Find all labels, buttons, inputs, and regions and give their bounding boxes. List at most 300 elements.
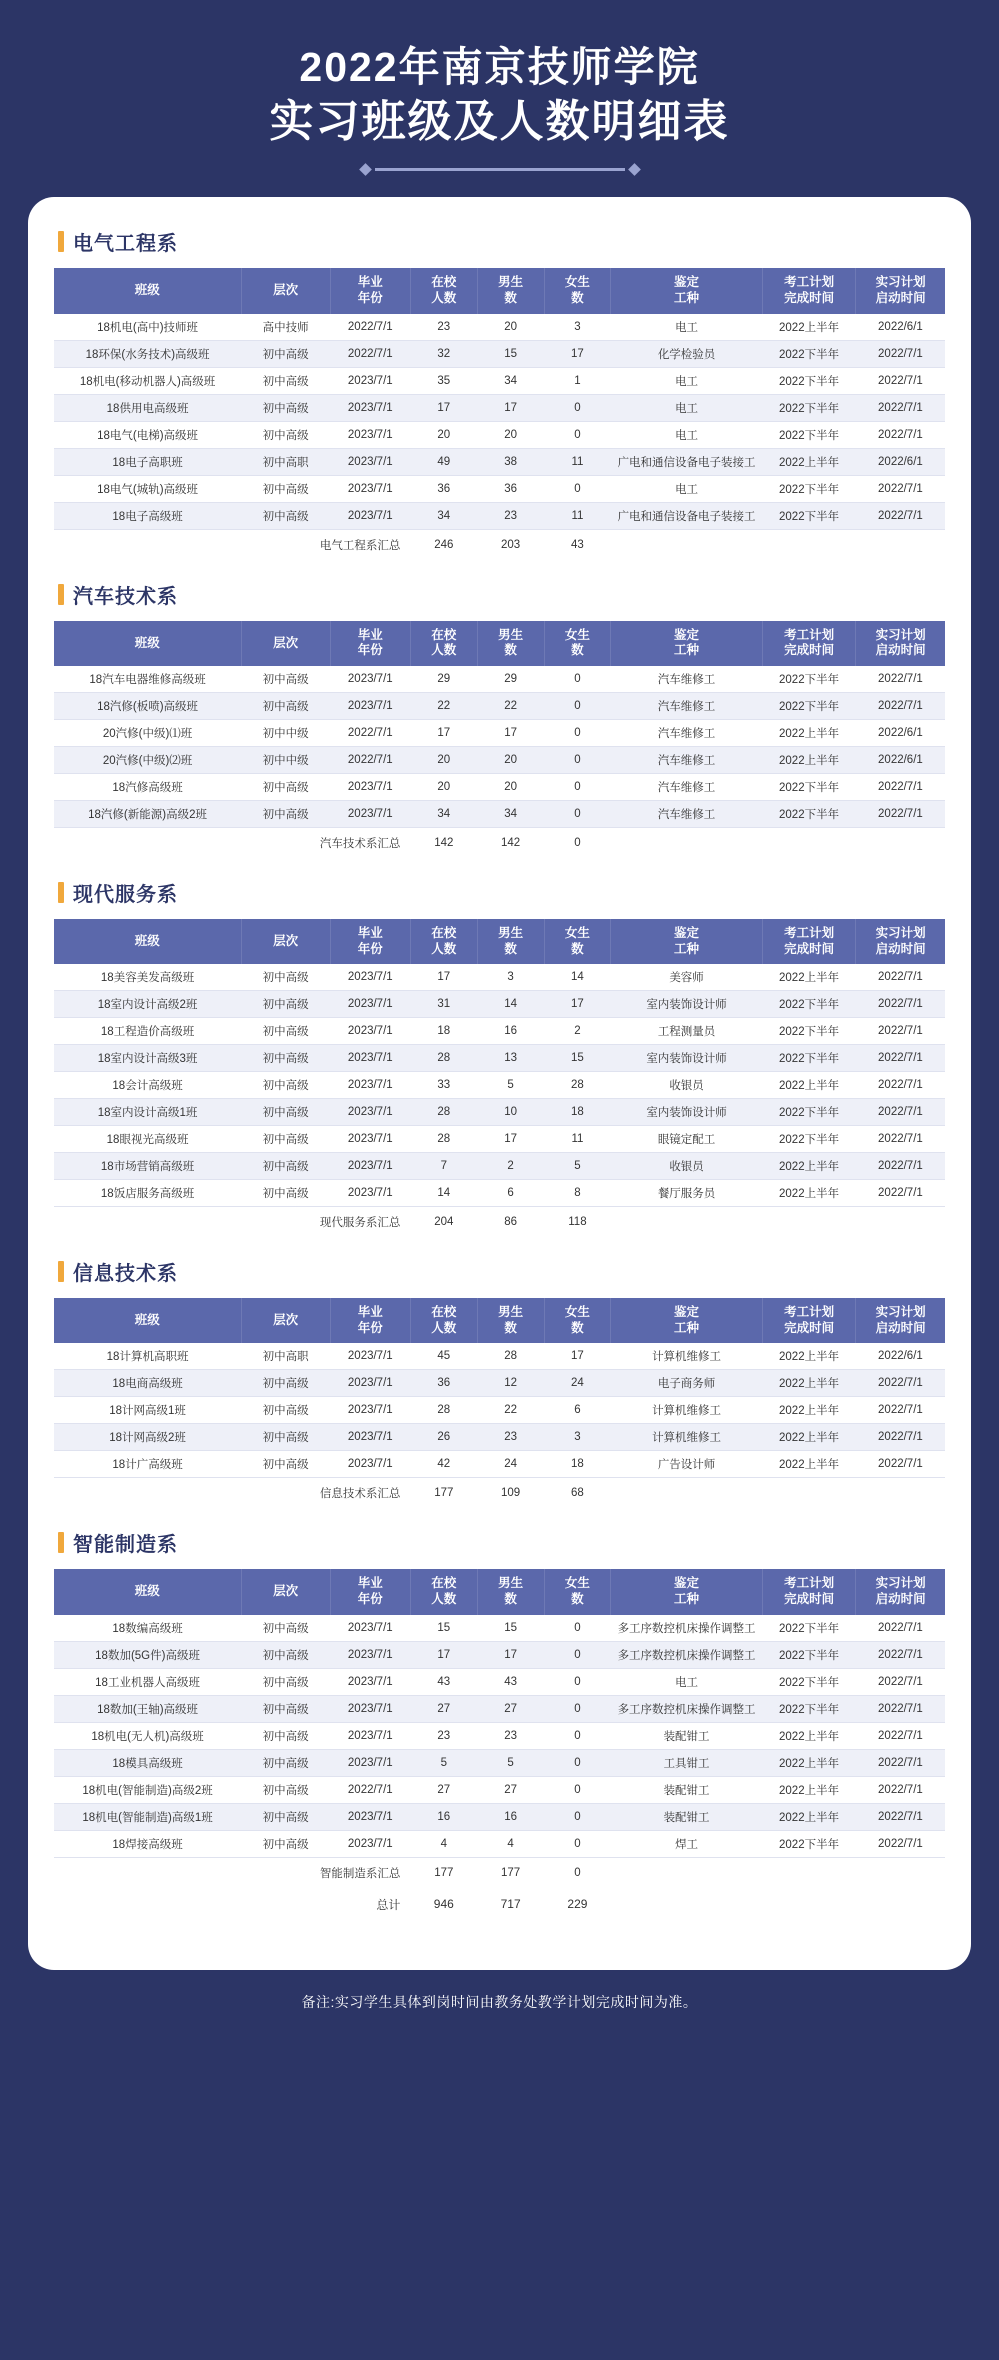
col-header-male-line2: 数	[504, 643, 517, 658]
cell-grad-year: 2023/7/1	[330, 1126, 410, 1153]
subtotal-row	[54, 1857, 945, 1886]
table-row	[54, 1018, 945, 1045]
col-header-exam-plan-line1: 考工计划	[784, 627, 835, 642]
cell-class: 18汽修(板喷)高级班	[54, 692, 241, 719]
cell-exam-plan: 2022上半年	[762, 1803, 856, 1830]
col-header-enrolled-line2: 人数	[431, 1320, 457, 1335]
col-header-exam-plan-line1: 考工计划	[784, 1305, 835, 1320]
cell-exam-plan: 2022下半年	[762, 367, 856, 394]
grand-total-label: 总计	[54, 1886, 410, 1918]
cell-class: 18会计高级班	[54, 1072, 241, 1099]
cell-enrolled: 4	[410, 1830, 477, 1857]
cell-female: 5	[544, 1153, 611, 1180]
cell-exam-plan: 2022下半年	[762, 394, 856, 421]
cell-class: 18电气(电梯)高级班	[54, 421, 241, 448]
cell-level: 初中高职	[241, 1343, 330, 1370]
grand-total-female: 229	[544, 1886, 611, 1918]
cell-grad-year: 2023/7/1	[330, 1641, 410, 1668]
cell-enrolled: 18	[410, 1018, 477, 1045]
col-header-level-line1: 层次	[273, 1584, 299, 1599]
cell-trade: 广电和通信设备电子装接工	[611, 502, 762, 529]
cell-grad-year: 2023/7/1	[330, 1749, 410, 1776]
col-header-exam-plan-line2: 完成时间	[784, 1320, 835, 1335]
subtotal-label: 现代服务系汇总	[54, 1207, 410, 1236]
cell-male: 12	[477, 1370, 544, 1397]
subtotal-label: 信息技术系汇总	[54, 1478, 410, 1507]
col-header-class-line1: 班级	[134, 933, 160, 948]
cell-start-plan: 2022/7/1	[856, 394, 945, 421]
cell-level: 初中高级	[241, 1803, 330, 1830]
cell-male: 22	[477, 1397, 544, 1424]
cell-enrolled: 43	[410, 1668, 477, 1695]
table-row	[54, 448, 945, 475]
cell-class: 18电商高级班	[54, 1370, 241, 1397]
cell-grad-year: 2022/7/1	[330, 1776, 410, 1803]
cell-male: 15	[477, 340, 544, 367]
col-header-male-line2: 数	[504, 1320, 517, 1335]
col-header-class-line1: 班级	[134, 283, 160, 298]
col-header-female-line1: 女生	[564, 925, 590, 940]
cell-start-plan: 2022/7/1	[856, 1641, 945, 1668]
col-header-start-plan-line2: 启动时间	[875, 291, 926, 306]
cell-grad-year: 2023/7/1	[330, 1695, 410, 1722]
department-table	[54, 268, 945, 557]
col-header-start-plan-line2: 启动时间	[875, 1320, 926, 1335]
section-title	[58, 878, 945, 907]
cell-class: 18机电(无人机)高级班	[54, 1722, 241, 1749]
cell-trade: 电工	[611, 421, 762, 448]
col-header-exam-plan	[762, 1569, 856, 1614]
cell-exam-plan: 2022下半年	[762, 1641, 856, 1668]
section	[54, 878, 945, 1235]
cell-start-plan: 2022/6/1	[856, 719, 945, 746]
cell-enrolled: 27	[410, 1695, 477, 1722]
cell-female: 1	[544, 367, 611, 394]
section-title	[58, 1528, 945, 1557]
cell-trade: 汽车维修工	[611, 692, 762, 719]
cell-male: 3	[477, 964, 544, 991]
cell-level: 初中高级	[241, 394, 330, 421]
table-row	[54, 340, 945, 367]
cell-trade: 装配钳工	[611, 1722, 762, 1749]
subtotal-row	[54, 1478, 945, 1507]
grand-total-row	[54, 1886, 945, 1918]
cell-level: 初中中级	[241, 719, 330, 746]
table-row	[54, 1776, 945, 1803]
col-header-trade-line2: 工种	[674, 941, 700, 956]
cell-female: 3	[544, 1424, 611, 1451]
cell-grad-year: 2023/7/1	[330, 666, 410, 693]
cell-start-plan: 2022/7/1	[856, 1045, 945, 1072]
cell-level: 初中高级	[241, 340, 330, 367]
col-header-start-plan	[856, 268, 945, 313]
page-title-line1: 2022年南京技师学院	[299, 44, 700, 90]
cell-class: 20汽修(中级)⑵班	[54, 746, 241, 773]
section-title	[58, 227, 945, 256]
subtotal-empty	[611, 1207, 762, 1236]
cell-level: 初中高级	[241, 1641, 330, 1668]
cell-enrolled: 16	[410, 1803, 477, 1830]
cell-start-plan: 2022/7/1	[856, 1776, 945, 1803]
cell-class: 18汽车电器维修高级班	[54, 666, 241, 693]
cell-trade: 餐厅服务员	[611, 1180, 762, 1207]
col-header-class-line1: 班级	[134, 635, 160, 650]
cell-grad-year: 2023/7/1	[330, 421, 410, 448]
cell-start-plan: 2022/7/1	[856, 800, 945, 827]
cell-start-plan: 2022/7/1	[856, 1370, 945, 1397]
cell-exam-plan: 2022上半年	[762, 1153, 856, 1180]
col-header-grad-year-line1: 毕业	[357, 925, 383, 940]
cell-male: 23	[477, 502, 544, 529]
cell-level: 初中高级	[241, 1072, 330, 1099]
cell-exam-plan: 2022下半年	[762, 800, 856, 827]
cell-trade: 电工	[611, 367, 762, 394]
table-row	[54, 367, 945, 394]
cell-female: 11	[544, 502, 611, 529]
cell-trade: 电工	[611, 1668, 762, 1695]
subtotal-female: 43	[544, 529, 611, 558]
col-header-trade-line2: 工种	[674, 291, 700, 306]
subtotal-enrolled: 246	[410, 529, 477, 558]
col-header-trade-line1: 鉴定	[674, 1305, 700, 1320]
table-row	[54, 1045, 945, 1072]
cell-male: 34	[477, 800, 544, 827]
table-row	[54, 1803, 945, 1830]
cell-enrolled: 32	[410, 340, 477, 367]
col-header-male	[477, 1569, 544, 1614]
cell-grad-year: 2023/7/1	[330, 692, 410, 719]
cell-start-plan: 2022/7/1	[856, 964, 945, 991]
cell-level: 初中高级	[241, 1668, 330, 1695]
cell-female: 24	[544, 1370, 611, 1397]
col-header-enrolled-line2: 人数	[431, 291, 457, 306]
subtotal-row	[54, 529, 945, 558]
cell-trade: 多工序数控机床操作调整工	[611, 1695, 762, 1722]
table-header-row	[54, 621, 945, 666]
cell-grad-year: 2023/7/1	[330, 1803, 410, 1830]
cell-male: 24	[477, 1451, 544, 1478]
cell-trade: 汽车维修工	[611, 800, 762, 827]
subtotal-empty	[856, 827, 945, 856]
cell-class: 18工业机器人高级班	[54, 1668, 241, 1695]
table-header-row	[54, 1569, 945, 1614]
col-header-grad-year	[330, 621, 410, 666]
table-row	[54, 314, 945, 341]
subtotal-empty	[856, 1478, 945, 1507]
cell-female: 0	[544, 394, 611, 421]
cell-trade: 计算机维修工	[611, 1424, 762, 1451]
subtotal-empty	[762, 1207, 856, 1236]
cell-exam-plan: 2022下半年	[762, 1045, 856, 1072]
cell-trade: 计算机维修工	[611, 1397, 762, 1424]
subtotal-male: 86	[477, 1207, 544, 1236]
cell-class: 18眼视光高级班	[54, 1126, 241, 1153]
section	[54, 1257, 945, 1506]
cell-start-plan: 2022/7/1	[856, 666, 945, 693]
cell-exam-plan: 2022上半年	[762, 314, 856, 341]
cell-level: 初中高级	[241, 1749, 330, 1776]
cell-male: 28	[477, 1343, 544, 1370]
col-header-level-line1: 层次	[273, 635, 299, 650]
col-header-trade-line2: 工种	[674, 1320, 700, 1335]
col-header-level	[241, 1569, 330, 1614]
cell-enrolled: 20	[410, 421, 477, 448]
cell-enrolled: 20	[410, 746, 477, 773]
col-header-start-plan-line1: 实习计划	[875, 925, 926, 940]
col-header-grad-year-line2: 年份	[357, 941, 383, 956]
cell-class: 18电气(城轨)高级班	[54, 475, 241, 502]
cell-level: 初中高级	[241, 1776, 330, 1803]
cell-level: 初中高级	[241, 1830, 330, 1857]
table-row	[54, 1722, 945, 1749]
cell-female: 0	[544, 1641, 611, 1668]
col-header-start-plan	[856, 1569, 945, 1614]
cell-trade: 工具钳工	[611, 1749, 762, 1776]
cell-exam-plan: 2022上半年	[762, 1776, 856, 1803]
cell-level: 初中高级	[241, 666, 330, 693]
subtotal-enrolled: 177	[410, 1478, 477, 1507]
cell-level: 初中高级	[241, 1722, 330, 1749]
cell-female: 0	[544, 1668, 611, 1695]
cell-enrolled: 20	[410, 773, 477, 800]
col-header-grad-year-line1: 毕业	[357, 1305, 383, 1320]
col-header-male-line2: 数	[504, 291, 517, 306]
col-header-start-plan	[856, 919, 945, 964]
table-row	[54, 1180, 945, 1207]
cell-exam-plan: 2022下半年	[762, 502, 856, 529]
cell-male: 23	[477, 1424, 544, 1451]
col-header-male	[477, 1298, 544, 1343]
table-row	[54, 800, 945, 827]
cell-grad-year: 2023/7/1	[330, 1018, 410, 1045]
col-header-female-line2: 数	[571, 941, 584, 956]
section	[54, 227, 945, 557]
col-header-trade	[611, 1569, 762, 1614]
cell-trade: 多工序数控机床操作调整工	[611, 1641, 762, 1668]
col-header-female	[544, 621, 611, 666]
cell-exam-plan: 2022下半年	[762, 1615, 856, 1642]
cell-level: 初中高级	[241, 1424, 330, 1451]
table-row	[54, 1615, 945, 1642]
cell-exam-plan: 2022上半年	[762, 1072, 856, 1099]
col-header-enrolled-line1: 在校	[431, 1576, 457, 1591]
col-header-grad-year-line2: 年份	[357, 643, 383, 658]
grand-total-enrolled: 946	[410, 1886, 477, 1918]
cell-start-plan: 2022/7/1	[856, 1397, 945, 1424]
col-header-grad-year-line2: 年份	[357, 291, 383, 306]
cell-grad-year: 2023/7/1	[330, 1343, 410, 1370]
col-header-female-line1: 女生	[564, 1305, 590, 1320]
subtotal-row	[54, 1207, 945, 1236]
col-header-female-line2: 数	[571, 643, 584, 658]
cell-exam-plan: 2022下半年	[762, 773, 856, 800]
cell-enrolled: 28	[410, 1099, 477, 1126]
cell-female: 11	[544, 1126, 611, 1153]
col-header-exam-plan-line2: 完成时间	[784, 291, 835, 306]
cell-level: 初中高级	[241, 475, 330, 502]
cell-level: 高中技师	[241, 314, 330, 341]
col-header-level-line1: 层次	[273, 1313, 299, 1327]
col-header-class	[54, 1569, 241, 1614]
section	[54, 1528, 945, 1917]
section-title	[58, 1257, 945, 1286]
subtotal-enrolled: 177	[410, 1857, 477, 1886]
cell-trade: 收银员	[611, 1072, 762, 1099]
cell-exam-plan: 2022下半年	[762, 692, 856, 719]
cell-start-plan: 2022/7/1	[856, 421, 945, 448]
cell-trade: 电工	[611, 314, 762, 341]
cell-start-plan: 2022/7/1	[856, 1615, 945, 1642]
section-title-label: 现代服务系	[73, 883, 178, 906]
cell-start-plan: 2022/7/1	[856, 1722, 945, 1749]
cell-enrolled: 34	[410, 502, 477, 529]
cell-class: 18数编高级班	[54, 1615, 241, 1642]
table-row	[54, 964, 945, 991]
cell-grad-year: 2023/7/1	[330, 1099, 410, 1126]
cell-enrolled: 45	[410, 1343, 477, 1370]
cell-start-plan: 2022/6/1	[856, 1343, 945, 1370]
cell-trade: 工程测量员	[611, 1018, 762, 1045]
subtotal-female: 118	[544, 1207, 611, 1236]
table-row	[54, 692, 945, 719]
cell-male: 5	[477, 1749, 544, 1776]
section-accent-bar	[58, 1261, 64, 1282]
cell-male: 38	[477, 448, 544, 475]
cell-grad-year: 2023/7/1	[330, 991, 410, 1018]
table-header-row	[54, 1298, 945, 1343]
cell-class: 18模具高级班	[54, 1749, 241, 1776]
cell-female: 8	[544, 1180, 611, 1207]
col-header-female	[544, 268, 611, 313]
cell-male: 34	[477, 367, 544, 394]
col-header-grad-year	[330, 1298, 410, 1343]
col-header-exam-plan-line2: 完成时间	[784, 643, 835, 658]
cell-female: 14	[544, 964, 611, 991]
cell-female: 18	[544, 1451, 611, 1478]
cell-trade: 广告设计师	[611, 1451, 762, 1478]
cell-class: 18焊接高级班	[54, 1830, 241, 1857]
cell-trade: 电工	[611, 475, 762, 502]
cell-enrolled: 28	[410, 1397, 477, 1424]
cell-class: 18环保(水务技术)高级班	[54, 340, 241, 367]
col-header-start-plan	[856, 1298, 945, 1343]
col-header-male-line2: 数	[504, 1592, 517, 1607]
subtotal-male: 203	[477, 529, 544, 558]
col-header-exam-plan-line1: 考工计划	[784, 925, 835, 940]
col-header-enrolled-line1: 在校	[431, 627, 457, 642]
cell-grad-year: 2023/7/1	[330, 1451, 410, 1478]
col-header-start-plan-line2: 启动时间	[875, 643, 926, 658]
cell-male: 10	[477, 1099, 544, 1126]
cell-exam-plan: 2022下半年	[762, 421, 856, 448]
section-accent-bar	[58, 1532, 64, 1553]
col-header-class	[54, 919, 241, 964]
cell-male: 6	[477, 1180, 544, 1207]
cell-grad-year: 2023/7/1	[330, 1153, 410, 1180]
col-header-enrolled-line1: 在校	[431, 925, 457, 940]
subtotal-male: 109	[477, 1478, 544, 1507]
table-row	[54, 746, 945, 773]
col-header-female	[544, 919, 611, 964]
cell-exam-plan: 2022下半年	[762, 991, 856, 1018]
col-header-enrolled-line2: 人数	[431, 643, 457, 658]
col-header-start-plan-line1: 实习计划	[875, 275, 926, 290]
cell-class: 18汽修高级班	[54, 773, 241, 800]
cell-level: 初中高级	[241, 502, 330, 529]
cell-start-plan: 2022/7/1	[856, 692, 945, 719]
table-row	[54, 1695, 945, 1722]
cell-grad-year: 2022/7/1	[330, 314, 410, 341]
cell-level: 初中高级	[241, 800, 330, 827]
cell-enrolled: 22	[410, 692, 477, 719]
cell-male: 16	[477, 1018, 544, 1045]
col-header-class-line1: 班级	[134, 1313, 160, 1327]
cell-female: 0	[544, 1776, 611, 1803]
cell-start-plan: 2022/7/1	[856, 1018, 945, 1045]
cell-class: 18市场营销高级班	[54, 1153, 241, 1180]
cell-start-plan: 2022/7/1	[856, 1072, 945, 1099]
col-header-exam-plan	[762, 919, 856, 964]
subtotal-row	[54, 827, 945, 856]
cell-level: 初中中级	[241, 746, 330, 773]
cell-enrolled: 7	[410, 1153, 477, 1180]
cell-class: 18室内设计高级2班	[54, 991, 241, 1018]
cell-enrolled: 49	[410, 448, 477, 475]
table-row	[54, 1072, 945, 1099]
cell-class: 18汽修(新能源)高级2班	[54, 800, 241, 827]
col-header-exam-plan-line1: 考工计划	[784, 275, 835, 290]
cell-female: 0	[544, 719, 611, 746]
subtotal-enrolled: 204	[410, 1207, 477, 1236]
col-header-female-line1: 女生	[564, 275, 590, 290]
cell-start-plan: 2022/7/1	[856, 1099, 945, 1126]
cell-grad-year: 2023/7/1	[330, 1722, 410, 1749]
col-header-enrolled	[410, 919, 477, 964]
cell-male: 29	[477, 666, 544, 693]
col-header-grad-year	[330, 919, 410, 964]
cell-trade: 室内装饰设计师	[611, 1045, 762, 1072]
cell-trade: 收银员	[611, 1153, 762, 1180]
col-header-enrolled	[410, 1569, 477, 1614]
cell-trade: 美容师	[611, 964, 762, 991]
table-row	[54, 1830, 945, 1857]
cell-grad-year: 2023/7/1	[330, 773, 410, 800]
cell-male: 2	[477, 1153, 544, 1180]
cell-start-plan: 2022/7/1	[856, 773, 945, 800]
cell-grad-year: 2023/7/1	[330, 1397, 410, 1424]
cell-exam-plan: 2022上半年	[762, 1343, 856, 1370]
col-header-trade	[611, 268, 762, 313]
col-header-trade-line2: 工种	[674, 643, 700, 658]
cell-female: 0	[544, 1803, 611, 1830]
cell-level: 初中高级	[241, 773, 330, 800]
col-header-grad-year-line1: 毕业	[357, 275, 383, 290]
cell-grad-year: 2023/7/1	[330, 800, 410, 827]
department-table	[54, 919, 945, 1235]
cell-enrolled: 28	[410, 1045, 477, 1072]
cell-male: 4	[477, 1830, 544, 1857]
cell-enrolled: 35	[410, 367, 477, 394]
cell-female: 0	[544, 1830, 611, 1857]
col-header-trade-line2: 工种	[674, 1592, 700, 1607]
cell-class: 18室内设计高级3班	[54, 1045, 241, 1072]
cell-male: 27	[477, 1776, 544, 1803]
cell-trade: 室内装饰设计师	[611, 1099, 762, 1126]
section-title	[58, 580, 945, 609]
cell-exam-plan: 2022上半年	[762, 1370, 856, 1397]
cell-enrolled: 17	[410, 1641, 477, 1668]
col-header-male-line1: 男生	[498, 1305, 524, 1320]
